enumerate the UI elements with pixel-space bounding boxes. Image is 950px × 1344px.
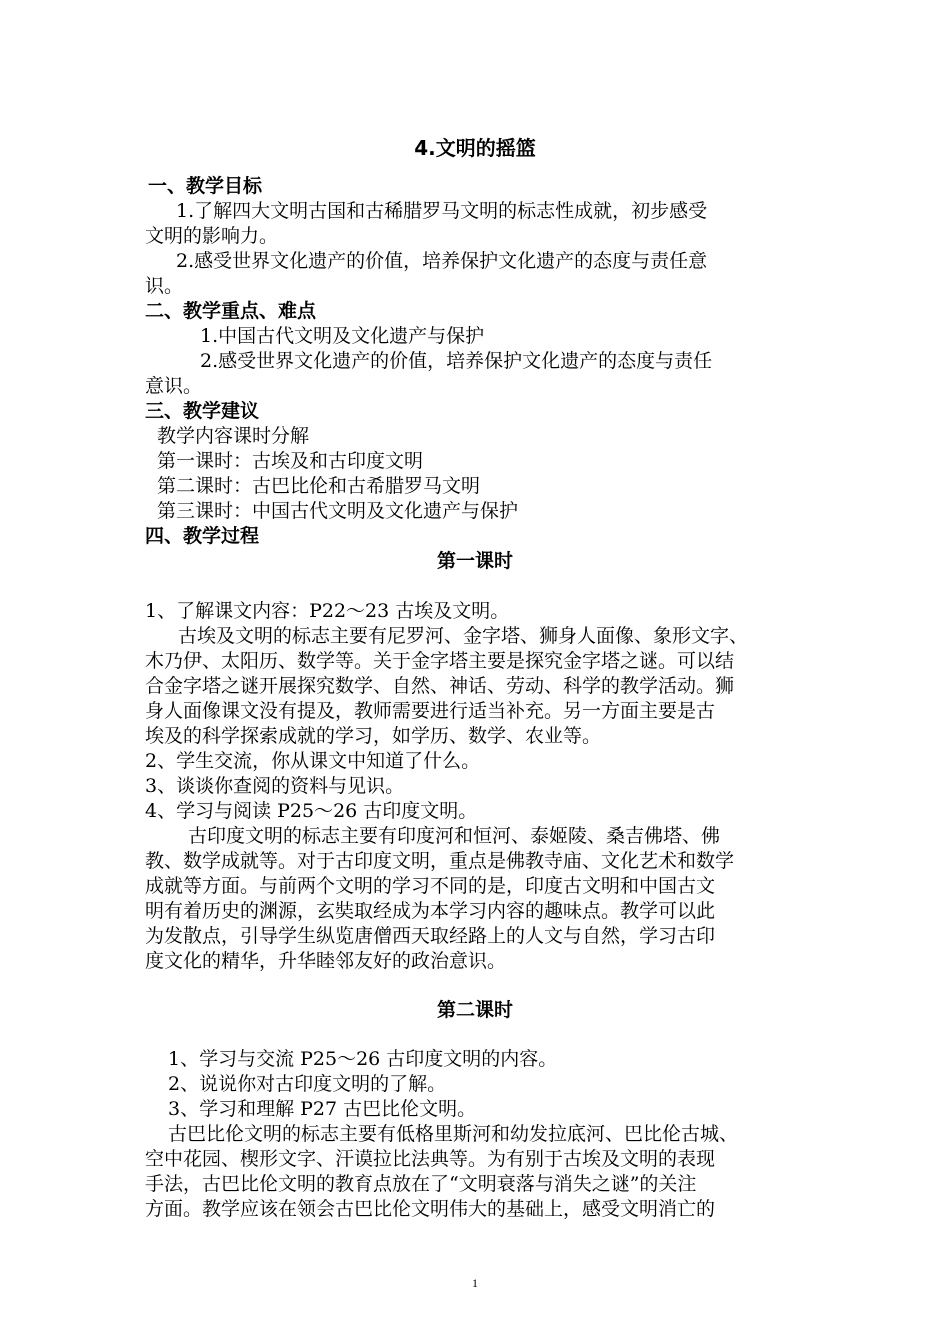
page-number: 1 xyxy=(472,1276,478,1290)
list-item: 第二课时：古巴比伦和古希腊罗马文明 xyxy=(157,475,481,497)
paragraph-line: 2.感受世界文化遗产的价值，培养保护文化遗产的态度与责任 xyxy=(200,350,713,372)
paragraph-line: 识。 xyxy=(145,275,184,297)
paragraph-line: 古巴比伦文明的标志主要有低格里斯河和幼发拉底河、巴比伦古城、 xyxy=(168,1123,739,1145)
paragraph-line: 2.感受世界文化遗产的价值，培养保护文化遗产的态度与责任意 xyxy=(176,250,708,272)
paragraph-line: 文明的影响力。 xyxy=(145,225,279,247)
paragraph-line: 木乃伊、太阳历、数学等。关于金字塔主要是探究金字塔之谜。可以结 xyxy=(145,650,735,672)
list-item: 1、学习与交流 P25～26 古印度文明的内容。 xyxy=(168,1048,558,1070)
section-heading-goals: 一、教学目标 xyxy=(148,175,263,197)
document-title: 4.文明的摇篮 xyxy=(414,136,536,160)
section-heading-key-points: 二、教学重点、难点 xyxy=(145,300,317,322)
section-heading-process: 四、教学过程 xyxy=(145,525,260,547)
list-item: 第三课时：中国古代文明及文化遗产与保护 xyxy=(157,500,519,522)
paragraph-line: 教、数学成就等。对于古印度文明，重点是佛教寺庙、文化艺术和数学 xyxy=(145,850,735,872)
paragraph-line: 埃及的科学探索成就的学习，如学历、数学、农业等。 xyxy=(145,725,602,747)
paragraph-line: 明有着历史的渊源，玄奘取经成为本学习内容的趣味点。教学可以此 xyxy=(145,900,716,922)
paragraph-line: 空中花园、楔形文字、汗谟拉比法典等。为有别于古埃及文明的表现 xyxy=(145,1148,716,1170)
list-item: 4、学习与阅读 P25～26 古印度文明。 xyxy=(145,800,478,822)
lesson-heading-2: 第二课时 xyxy=(436,999,513,1021)
list-item: 3、谈谈你查阅的资料与见识。 xyxy=(145,775,405,797)
list-item: 2、说说你对古印度文明的了解。 xyxy=(168,1073,447,1095)
paragraph-line: 手法，古巴比伦文明的教育点放在了“文明衰落与消失之谜”的关注 xyxy=(145,1173,697,1195)
list-item: 1、了解课文内容：P22～23 古埃及文明。 xyxy=(145,600,510,622)
paragraph-line: 古埃及文明的标志主要有尼罗河、金字塔、狮身人面像、象形文字、 xyxy=(178,625,749,647)
list-item: 教学内容课时分解 xyxy=(157,425,310,447)
paragraph-line: 合金字塔之谜开展探究数学、自然、神话、劳动、科学的教学活动。狮 xyxy=(145,675,735,697)
lesson-heading-1: 第一课时 xyxy=(436,550,513,572)
paragraph-line: 度文化的精华，升华睦邻友好的政治意识。 xyxy=(145,950,507,972)
list-item: 第一课时：古埃及和古印度文明 xyxy=(157,450,424,472)
paragraph-line: 成就等方面。与前两个文明的学习不同的是，印度古文明和中国古文 xyxy=(145,875,716,897)
paragraph-line: 意识。 xyxy=(145,375,203,397)
list-item: 2、学生交流，你从课文中知道了什么。 xyxy=(145,750,481,772)
paragraph-line: 1.了解四大文明古国和古稀腊罗马文明的标志性成就，初步感受 xyxy=(176,200,708,222)
paragraph-line: 为发散点，引导学生纵览唐僧西天取经路上的人文与自然，学习古印 xyxy=(145,925,716,947)
paragraph-line: 身人面像课文没有提及，教师需要进行适当补充。另一方面主要是古 xyxy=(145,700,716,722)
list-item: 3、学习和理解 P27 古巴比伦文明。 xyxy=(168,1098,477,1120)
paragraph-line: 方面。教学应该在领会古巴比伦文明伟大的基础上，感受文明消亡的 xyxy=(145,1198,716,1220)
paragraph-line: 1.中国古代文明及文化遗产与保护 xyxy=(200,325,485,347)
paragraph-line: 古印度文明的标志主要有印度河和恒河、泰姬陵、桑吉佛塔、佛 xyxy=(188,825,721,847)
section-heading-suggestions: 三、教学建议 xyxy=(145,400,260,422)
